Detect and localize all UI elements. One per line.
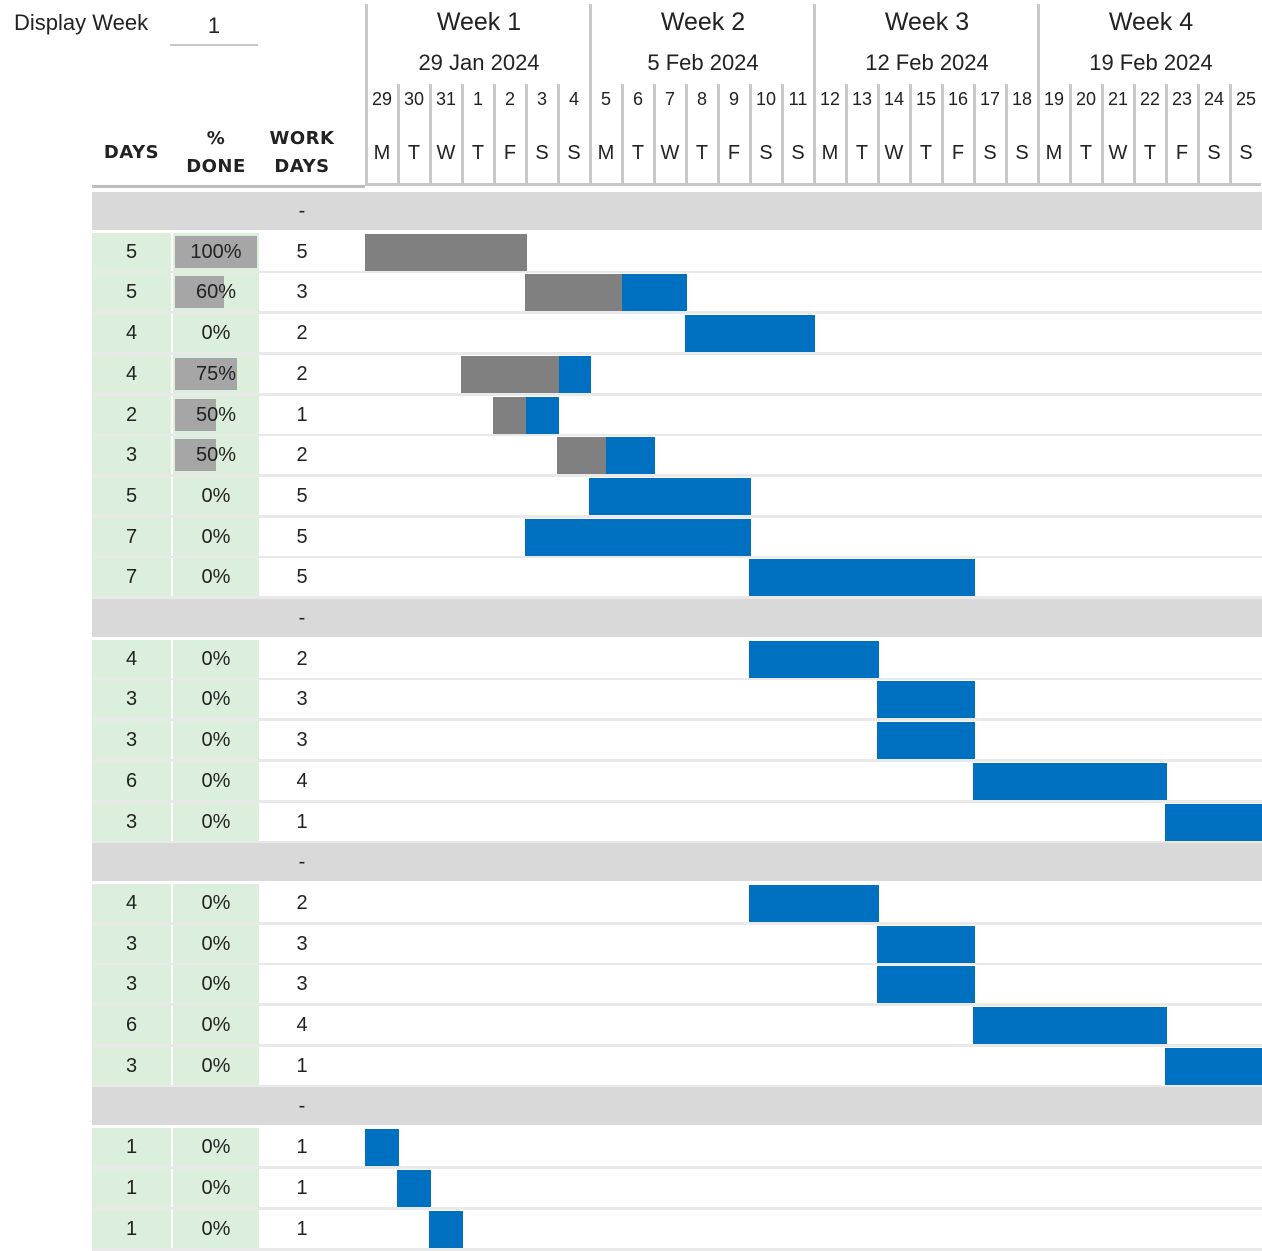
days-cell: 4	[92, 355, 171, 393]
gantt-bar-remaining[interactable]	[526, 397, 559, 434]
week-title: Week 4	[1108, 8, 1194, 36]
task-row[interactable]	[92, 1047, 1262, 1088]
day-letter: S	[1015, 142, 1029, 164]
percent-done-cell	[173, 436, 259, 474]
header-divider	[92, 185, 365, 188]
day-number: 1	[472, 89, 483, 109]
gantt-bar-completed[interactable]	[365, 234, 527, 271]
work-days-cell: 3	[296, 973, 308, 995]
percent-done-value: 50%	[195, 444, 237, 466]
task-row[interactable]	[92, 273, 1262, 314]
work-days-cell: 1	[296, 1218, 308, 1240]
percent-done-value: 0%	[201, 1055, 231, 1077]
percent-done-value: 0%	[201, 688, 231, 710]
percent-done-value: 0%	[201, 973, 231, 995]
day-letter: F	[503, 142, 517, 164]
percent-done-value: 0%	[201, 1136, 231, 1158]
gantt-bar-completed[interactable]	[493, 397, 526, 434]
gantt-bar-remaining[interactable]	[877, 681, 975, 718]
display-week-label: Display Week	[14, 10, 149, 35]
gantt-bar-remaining[interactable]	[749, 559, 975, 596]
work-days-cell: -	[298, 1095, 306, 1117]
gantt-bar-remaining[interactable]	[1165, 804, 1262, 841]
task-row[interactable]	[92, 965, 1262, 1006]
gantt-bar-remaining[interactable]	[973, 1007, 1167, 1044]
gantt-bar-completed[interactable]	[557, 437, 606, 474]
days-cell: 3	[92, 1047, 171, 1085]
work-days-header-line1: WORK	[269, 128, 335, 149]
days-cell: 4	[92, 884, 171, 922]
percent-done-cell	[173, 721, 259, 759]
work-days-cell: 5	[296, 566, 308, 588]
work-days-cell: 4	[296, 770, 308, 792]
percent-done-cell	[173, 965, 259, 1003]
gantt-bar-remaining[interactable]	[685, 315, 815, 352]
day-letter: F	[727, 142, 741, 164]
percent-done-cell	[173, 925, 259, 963]
day-number: 24	[1203, 89, 1225, 109]
day-letter: T	[1143, 142, 1157, 164]
gantt-bar-remaining[interactable]	[606, 437, 655, 474]
day-number: 13	[851, 89, 873, 109]
day-number: 15	[915, 89, 937, 109]
percent-done-cell	[173, 396, 259, 434]
task-row[interactable]	[92, 640, 1262, 681]
group-header-row[interactable]	[92, 1087, 1262, 1125]
day-letter: T	[695, 142, 709, 164]
day-letter: M	[373, 142, 391, 164]
day-letter: T	[631, 142, 645, 164]
day-letter: S	[759, 142, 773, 164]
task-row[interactable]	[92, 803, 1262, 844]
gantt-bar-completed[interactable]	[461, 356, 559, 393]
group-header-row[interactable]	[92, 843, 1262, 881]
days-cell: 1	[92, 1169, 171, 1207]
work-days-cell: 3	[296, 688, 308, 710]
percent-done-cell	[173, 314, 259, 352]
days-cell: 7	[92, 558, 171, 596]
work-days-cell: 1	[296, 404, 308, 426]
day-number: 17	[979, 89, 1001, 109]
percent-done-value: 0%	[201, 811, 231, 833]
percent-done-value: 0%	[201, 770, 231, 792]
week-start-date: 12 Feb 2024	[865, 50, 989, 75]
week-start-date: 19 Feb 2024	[1089, 50, 1213, 75]
percent-done-value: 0%	[201, 933, 231, 955]
day-number: 3	[536, 89, 547, 109]
week-title: Week 3	[884, 8, 970, 36]
work-days-cell: 2	[296, 363, 308, 385]
group-header-row[interactable]	[92, 599, 1262, 637]
day-number: 8	[696, 89, 707, 109]
percent-done-value: 0%	[201, 566, 231, 588]
day-letter: F	[1175, 142, 1189, 164]
day-number: 9	[728, 89, 739, 109]
task-row[interactable]	[92, 884, 1262, 925]
work-days-cell: 2	[296, 892, 308, 914]
days-cell: 7	[92, 518, 171, 556]
work-days-cell: 3	[296, 729, 308, 751]
day-number: 16	[947, 89, 969, 109]
days-cell: 3	[92, 925, 171, 963]
days-cell: 1	[92, 1210, 171, 1248]
task-row[interactable]	[92, 558, 1262, 599]
task-row[interactable]	[92, 1169, 1262, 1210]
day-letter: F	[951, 142, 965, 164]
day-number: 14	[883, 89, 905, 109]
task-row[interactable]	[92, 314, 1262, 355]
day-number: 4	[568, 89, 579, 109]
day-letter: S	[983, 142, 997, 164]
day-letter: T	[855, 142, 869, 164]
day-number: 25	[1235, 89, 1257, 109]
work-days-cell: 2	[296, 648, 308, 670]
days-cell: 4	[92, 314, 171, 352]
days-cell: 3	[92, 965, 171, 1003]
percent-done-cell	[173, 680, 259, 718]
day-number: 31	[435, 89, 457, 109]
week-title: Week 2	[660, 8, 746, 36]
group-header-row[interactable]	[92, 192, 1262, 230]
day-number: 23	[1171, 89, 1193, 109]
gantt-bar-remaining[interactable]	[877, 926, 975, 963]
gantt-bar-remaining[interactable]	[589, 478, 751, 515]
day-number: 2	[504, 89, 515, 109]
work-days-cell: 5	[296, 485, 308, 507]
day-letter: M	[597, 142, 615, 164]
percent-done-value: 0%	[201, 1177, 231, 1199]
days-cell: 3	[92, 680, 171, 718]
task-row[interactable]	[92, 1128, 1262, 1169]
week-start-date: 29 Jan 2024	[418, 50, 540, 75]
percent-done-cell	[173, 1210, 259, 1248]
days-cell: 2	[92, 396, 171, 434]
display-week-input[interactable]	[170, 8, 258, 46]
task-row[interactable]	[92, 396, 1262, 437]
percent-done-cell	[173, 518, 259, 556]
days-cell: 3	[92, 803, 171, 841]
week-start-date: 5 Feb 2024	[647, 50, 759, 75]
days-cell: 5	[92, 273, 171, 311]
days-cell: 3	[92, 436, 171, 474]
percent-done-cell	[173, 803, 259, 841]
work-days-cell: 1	[296, 1136, 308, 1158]
task-row[interactable]	[92, 680, 1262, 721]
day-letter: T	[407, 142, 421, 164]
day-letter: W	[436, 142, 456, 164]
day-number: 21	[1107, 89, 1129, 109]
work-days-header-line2: DAYS	[274, 156, 330, 177]
percent-done-cell	[173, 273, 259, 311]
task-row[interactable]	[92, 355, 1262, 396]
work-days-cell: 3	[296, 933, 308, 955]
percent-done-value: 0%	[201, 892, 231, 914]
days-cell: 5	[92, 477, 171, 515]
gantt-bar-remaining[interactable]	[749, 885, 879, 922]
work-days-cell: 1	[296, 811, 308, 833]
day-number: 30	[403, 89, 425, 109]
day-number: 18	[1011, 89, 1033, 109]
work-days-cell: 2	[296, 444, 308, 466]
days-column-header: DAYS	[103, 142, 160, 163]
gantt-bar-remaining[interactable]	[559, 356, 591, 393]
work-days-cell: 5	[296, 526, 308, 548]
task-row[interactable]	[92, 762, 1262, 803]
gantt-bar-remaining[interactable]	[429, 1211, 463, 1248]
task-row[interactable]	[92, 436, 1262, 477]
percent-done-value: 0%	[201, 648, 231, 670]
gantt-bar-completed[interactable]	[525, 274, 622, 311]
task-row[interactable]	[92, 233, 1262, 274]
day-letter: W	[884, 142, 904, 164]
percent-done-value: 0%	[201, 1014, 231, 1036]
work-days-cell: 2	[296, 322, 308, 344]
days-cell: 4	[92, 640, 171, 678]
work-days-cell: 1	[296, 1177, 308, 1199]
day-letter: S	[1239, 142, 1253, 164]
percent-done-cell	[173, 1169, 259, 1207]
percent-done-header-line1: %	[206, 128, 226, 149]
day-number: 20	[1075, 89, 1097, 109]
day-number: 29	[371, 89, 393, 109]
percent-done-value: 0%	[201, 322, 231, 344]
work-days-cell: 4	[296, 1014, 308, 1036]
day-number: 22	[1139, 89, 1161, 109]
days-cell: 6	[92, 1006, 171, 1044]
percent-done-cell	[173, 1006, 259, 1044]
day-letter: T	[1079, 142, 1093, 164]
day-letter: S	[535, 142, 549, 164]
week-title: Week 1	[436, 8, 522, 36]
percent-done-cell	[173, 640, 259, 678]
gantt-bar-remaining[interactable]	[525, 519, 751, 556]
percent-done-cell	[173, 477, 259, 515]
day-number: 6	[632, 89, 643, 109]
days-cell: 6	[92, 762, 171, 800]
work-days-cell: 5	[296, 241, 308, 263]
day-number: 19	[1043, 89, 1065, 109]
day-number: 10	[755, 89, 777, 109]
day-letter: T	[919, 142, 933, 164]
percent-done-cell	[173, 233, 259, 271]
percent-done-value: 0%	[201, 729, 231, 751]
day-number: 12	[819, 89, 841, 109]
work-days-cell: -	[298, 607, 306, 629]
gantt-bar-remaining[interactable]	[622, 274, 687, 311]
percent-done-cell	[173, 355, 259, 393]
percent-done-header-line2: DONE	[186, 156, 246, 177]
percent-done-value: 75%	[195, 363, 237, 385]
day-number: 5	[600, 89, 611, 109]
task-row[interactable]	[92, 477, 1262, 518]
days-cell: 5	[92, 233, 171, 271]
day-letter: S	[567, 142, 581, 164]
gantt-bar-remaining[interactable]	[749, 641, 879, 678]
gantt-bar-remaining[interactable]	[397, 1170, 431, 1207]
days-cell: 3	[92, 721, 171, 759]
gantt-bar-remaining[interactable]	[877, 722, 975, 759]
day-letter: T	[471, 142, 485, 164]
day-number: 7	[664, 89, 675, 109]
gantt-bar-remaining[interactable]	[1165, 1048, 1262, 1085]
percent-done-cell	[173, 1128, 259, 1166]
percent-done-value: 60%	[195, 281, 237, 303]
work-days-cell: 1	[296, 1055, 308, 1077]
task-row[interactable]	[92, 1210, 1262, 1251]
task-row[interactable]	[92, 721, 1262, 762]
percent-done-value: 0%	[201, 526, 231, 548]
work-days-cell: -	[298, 200, 306, 222]
percent-done-cell	[173, 884, 259, 922]
percent-done-value: 100%	[190, 241, 242, 263]
percent-done-cell	[173, 1047, 259, 1085]
day-number: 11	[788, 89, 808, 109]
work-days-cell: 3	[296, 281, 308, 303]
percent-done-value: 50%	[195, 404, 237, 426]
day-letter: M	[821, 142, 839, 164]
gantt-bar-remaining[interactable]	[365, 1129, 399, 1166]
gantt-bar-remaining[interactable]	[877, 966, 975, 1003]
task-row[interactable]	[92, 518, 1262, 559]
task-row[interactable]	[92, 925, 1262, 966]
work-days-cell: -	[298, 851, 306, 873]
percent-done-value: 0%	[201, 485, 231, 507]
day-letter: W	[660, 142, 680, 164]
day-letter: M	[1045, 142, 1063, 164]
day-letter: S	[1207, 142, 1221, 164]
task-row[interactable]	[92, 1006, 1262, 1047]
percent-done-cell	[173, 558, 259, 596]
percent-done-cell	[173, 762, 259, 800]
day-letter: W	[1108, 142, 1128, 164]
gantt-bar-remaining[interactable]	[973, 763, 1167, 800]
day-letter: S	[791, 142, 805, 164]
percent-done-value: 0%	[201, 1218, 231, 1240]
days-cell: 1	[92, 1128, 171, 1166]
